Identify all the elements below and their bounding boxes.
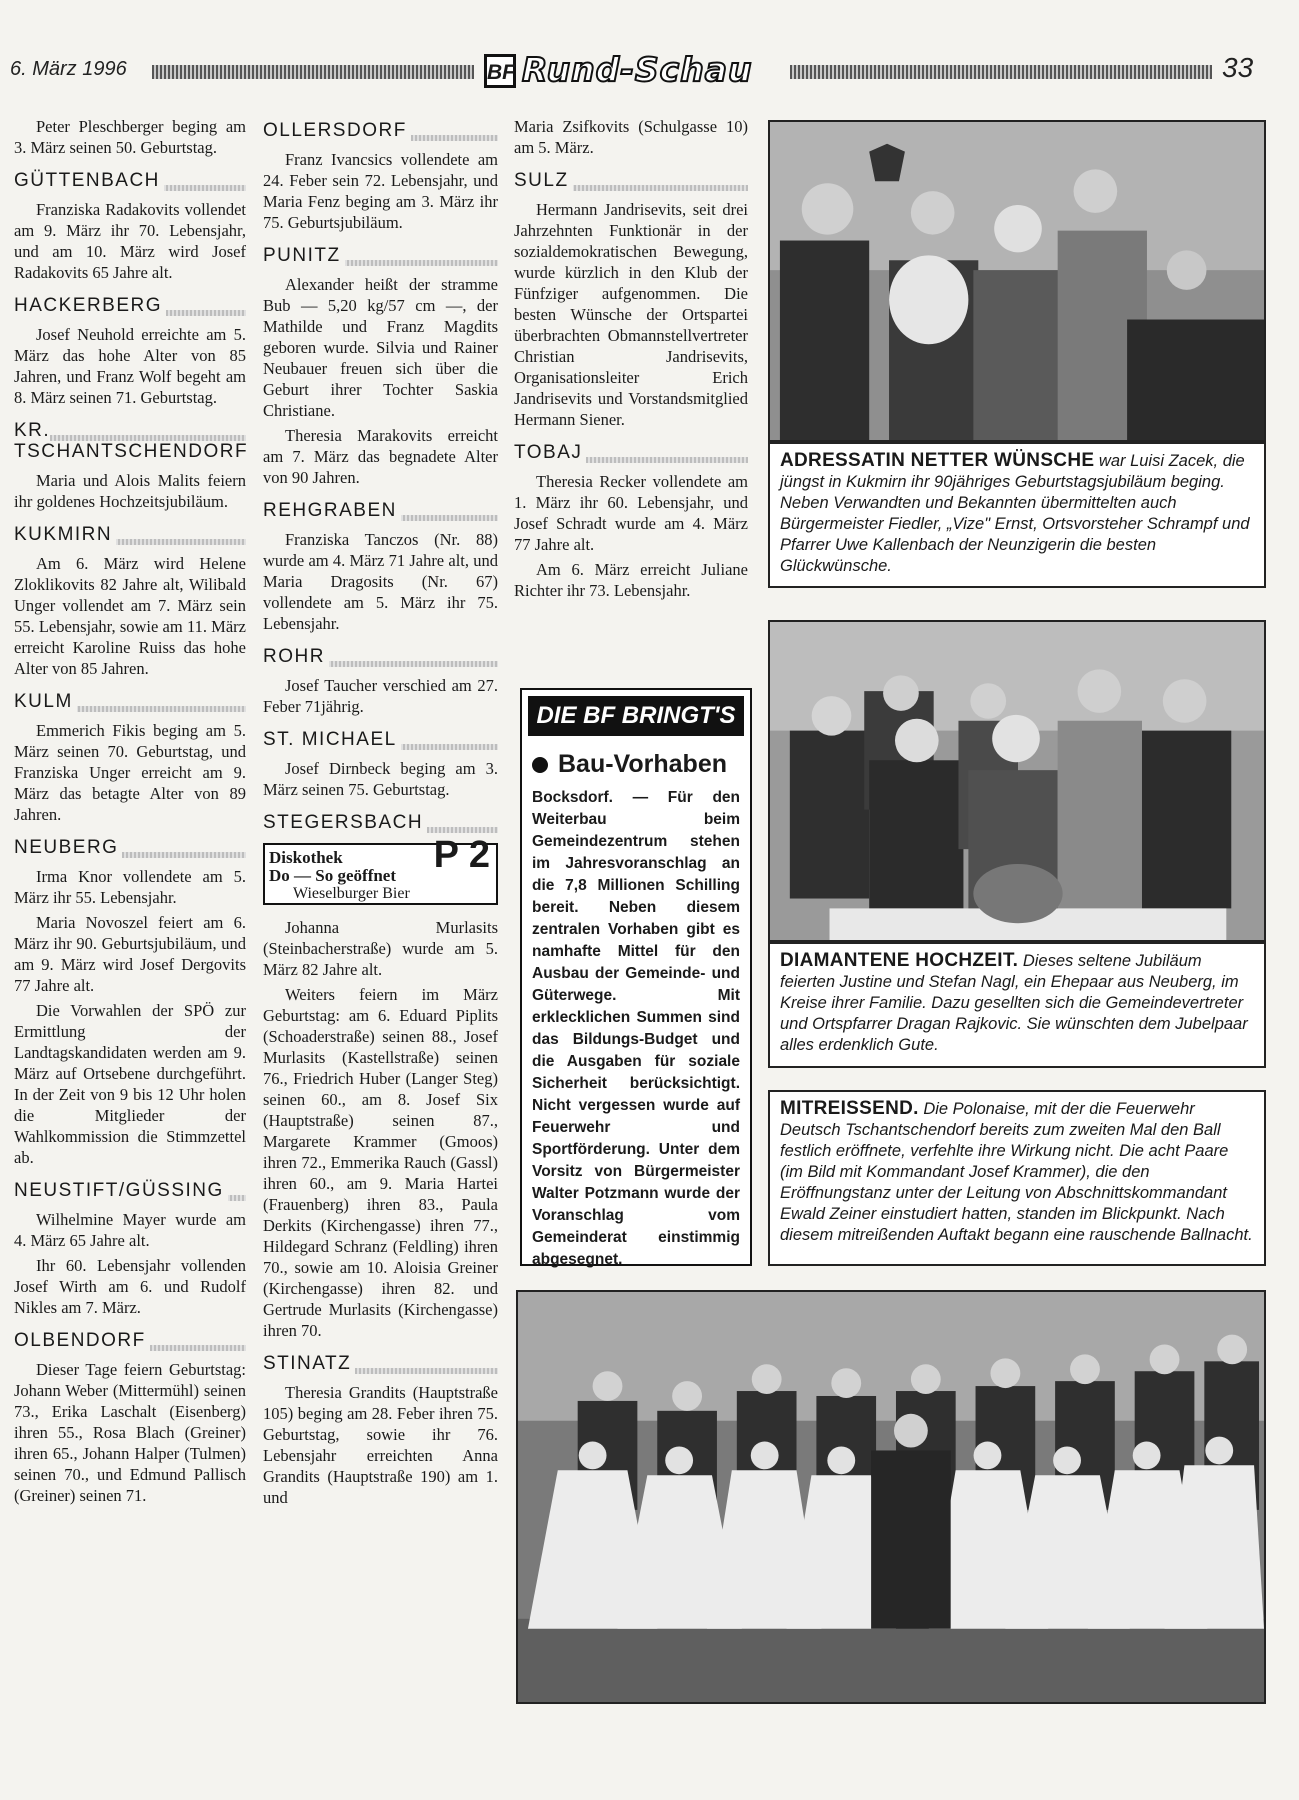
paragraph: Ihr 60. Lebensjahr vollenden Josef Wirth am 6. und Rudolf Nikles am 7. März. [14, 1256, 246, 1317]
paragraph: Maria Novoszel feiert am 6. März ihr 90. Geburtsjubiläum, und am 9. März wird Josef Dergovits 77 Jahre alt. [14, 913, 246, 995]
section-heading: SULZ [514, 170, 748, 191]
paragraph: Franziska Tanczos (Nr. 88) wurde am 4. März 71 Jahre alt, und Maria Dragosits (Nr. 67) vollendete am 5. März ihr 75. Lebensjahr. [263, 530, 498, 633]
column-2 [263, 116, 498, 1512]
bf-logo: BF [484, 54, 516, 88]
paragraph: Maria und Alois Malits feiern ihr goldenes Hochzeitsjubiläum. [14, 471, 246, 511]
section-gattenbach [14, 170, 246, 283]
caption-diamond-wedding [768, 942, 1266, 1068]
header-rule-right [790, 65, 1212, 79]
ad-line-2: Do — So geöffnet [269, 866, 397, 885]
section-kr-tschantschendorf [14, 420, 249, 512]
caption-text: Dieses seltene Jubiläum feierten Justine und Stefan Nagl, ein Ehepaar aus Neuberg, im Kreise ihrer Familie. Dazu gesellten sich die Gemeindevertreter und Ortspfarrer Dragan Rajkovic. Sie wünschten dem Jubelpaar alles erdenklich Gute. [780, 952, 1248, 1054]
section-olbendorf [14, 1330, 246, 1506]
paragraph: Franz Ivancsics vollendete am 24. Feber sein 72. Lebensjahr, und Maria Fenz beging am 3. März ihr 75. Geburtsjubiläum. [263, 150, 498, 232]
column-3 [514, 116, 748, 605]
paragraph: Josef Neuhold erreichte am 5. März das hohe Alter von 85 Jahren, und Franz Wolf begeht am 8. März seinen 71. Geburtstag. [14, 325, 246, 407]
section-stegersbach [263, 812, 498, 1341]
section-heading: KULM [14, 691, 246, 712]
section-heading: REHGRABEN [263, 500, 498, 521]
section-punitz [263, 245, 498, 488]
paragraph: Wilhelmine Mayer wurde am 4. März 65 Jahre alt. [14, 1210, 246, 1250]
section-neustift-guessing [14, 1180, 246, 1318]
ad-badge: P 2 [433, 834, 490, 876]
paragraph: Theresia Grandits (Hauptstraße 105) beging am 28. Feber ihren 75. Geburtstag, sowie ihr 76. Lebensjahr erreichten Anna Grandits (Hauptstraße 190) am 1. und [263, 1383, 498, 1507]
section-heading: KR. TSCHANTSCHENDORF [14, 420, 246, 462]
bullet-icon [532, 757, 548, 773]
bf-bringts-box [520, 688, 752, 1266]
section-heading: NEUBERG [14, 837, 246, 858]
paragraph: Alexander heißt der stramme Bub — 5,20 kg/57 cm —, der Mathilde und Franz Magdits geboren wurde. Silvia und Rainer Neubauer freuen sich über die Geburt ihrer Tochter Saskia Christiane. [263, 275, 498, 420]
ad-line-1: Diskothek [269, 848, 343, 867]
ad-line-3: Wieselburger Bier [293, 885, 410, 902]
paragraph: Theresia Marakovits erreicht am 7. März das begnadete Alter von 90 Jahren. [263, 426, 498, 487]
paragraph: Maria Zsifkovits (Schulgasse 10) am 5. März. [514, 117, 748, 157]
caption-lead: ADRESSATIN NETTER WÜNSCHE [780, 450, 1095, 471]
section-heading: HACKERBERG [14, 295, 246, 316]
section-rehgraben [263, 500, 498, 634]
section-heading: STEGERSBACH [263, 812, 498, 833]
paragraph: Am 6. März wird Helene Zloklikovits 82 Jahre alt, Wilibald Unger vollendet am 7. März sein 55. Lebensjahr, sowie am 11. März erreicht Karoline Ruiss das hohe Alter von 85 Jahren. [14, 554, 246, 678]
paragraph: Emmerich Fikis beging am 5. März seinen 70. Geburtstag, und Franziska Unger erreicht am 9. März das betagte Alter von 89 Jahren. [14, 721, 246, 824]
section-neuberg [14, 837, 246, 1168]
caption-text: Die Polonaise, mit der die Feuerwehr Deutsch Tschantschendorf bereits zum zweiten Mal den Ball festlich eröffnete, verfehlte ihre Wirkung nicht. Die acht Paare (im Bild mit Kommandant Josef Krammer), die den Eröffnungstanz unter der Leitung von Abschnittskommandant Ewald Zeiner einstudiert hatten, standen im Blickpunkt. Nach diesem mitreißenden Auftakt begann eine rauschende Ballnacht. [780, 1100, 1253, 1244]
paragraph: Die Vorwahlen der SPÖ zur Ermittlung der Landtagskandidaten werden am 9. März auf Ortsebene durchgeführt. In der Zeit von 9 bis 12 Uhr holen die Mitglieder der Wahlkommission die Stimmzettel ab. [14, 1001, 246, 1167]
section-heading: ST. MICHAEL [263, 729, 498, 750]
paragraph: Hermann Jandrisevits, seit drei Jahrzehnten Funktionär in der sozialdemokratischen Bewegung, wurde kürzlich in den Klub der Fünfziger aufgenommen. Die besten Wünsche der Ortspartei überbrachten Obmannstellvertreter Christian Jandrisevits, Organisationsleiter Erich Jandrisevits und Vorstandsmitglied Hermann Siener. [514, 200, 748, 429]
caption-polonaise [768, 1090, 1266, 1266]
paragraph: Franziska Radakovits vollendet am 9. März ihr 70. Lebensjahr, und am 10. März wird Josef Radakovits 65 Jahre alt. [14, 200, 246, 282]
paragraph: Theresia Recker vollendete am 1. März ihr 60. Lebensjahr, und Josef Schradt wurde am 4. März 77 Jahre alt. [514, 472, 748, 554]
section-hackerberg [14, 295, 246, 408]
section-heading: TOBAJ [514, 442, 748, 463]
section-stinatz [263, 1353, 498, 1508]
masthead-title: Rund-Schau [522, 50, 753, 89]
section-heading: STINATZ [263, 1353, 498, 1374]
column-1 [14, 116, 249, 1510]
section-heading: OLBENDORF [14, 1330, 246, 1351]
section-ollersdorf [263, 120, 498, 233]
paragraph: Peter Pleschberger beging am 3. März seinen 50. Geburtstag. [14, 117, 246, 157]
discotheque-ad [263, 834, 498, 905]
caption-lead: DIAMANTENE HOCHZEIT. [780, 950, 1019, 971]
section-heading: ROHR [263, 646, 498, 667]
section-kulm [14, 691, 246, 825]
box-headline: Bau-Vorhaben [532, 750, 750, 779]
photo-birthday-group [768, 120, 1266, 442]
section-heading: GÜTTENBACH [14, 170, 246, 191]
paragraph: Josef Dirnbeck beging am 3. März seinen 75. Geburtstag. [263, 759, 498, 799]
paragraph: Am 6. März erreicht Juliane Richter ihr 73. Lebensjahr. [514, 560, 748, 600]
box-title: DIE BF BRINGT'S [528, 696, 744, 736]
page-number: 33 [1222, 52, 1254, 83]
section-heading: PUNITZ [263, 245, 498, 266]
issue-date: 6. März 1996 [10, 58, 127, 80]
header-rule-left [152, 65, 474, 79]
paragraph: Dieser Tage feiern Geburtstag: Johann Weber (Mittermühl) seinen 73., Erika Laschalt (Eisenberg) ihren 55., Rosa Blach (Greiner) ihren 65., Johann Halper (Tulmen) seinen 70., und Edmund Pallisch (Greiner) seinen 71. [14, 1360, 246, 1505]
section-heading: OLLERSDORF [263, 120, 498, 141]
caption-text: war Luisi Zacek, die jüngst in Kukmirn ihr 90jähriges Geburtstagsjubiläum beging. Neben Verwandten und Bekannten übermittelten auch Bürgermeister Fiedler, „Vize" Ernst, Ortsvorsteher Schrampf und Pfarrer Uwe Kallenbach der Neunzigerin die besten Glückwünsche. [780, 452, 1250, 575]
section-heading: KUKMIRN [14, 524, 246, 545]
section-sulz [514, 170, 748, 430]
section-kukmirn [14, 524, 246, 679]
paragraph: Weiters feiern im März Geburtstag: am 6. Eduard Piplits (Schoaderstraße) seinen 88., Josef Murlasits (Kastellstraße) seinen 76., Friedrich Huber (Langer Steg) seinen 60., am 8. Josef Six (Hauptstraße) seinen 87., Margarete Krammer (Gmoos) ihren 72., Emmerika Rauch (Gassl) ihren 60., am 9. Maria Hartei (Frauenberg) ihren 83., Paula Derkits (Kirchengasse) ihren 77., Hildegard Schranz (Feldling) ihren 70., sowie am 10. Aloisia Greiner (Kirchengasse) ihren 82. und Gertrude Murlasits (Kirchengasse) ihren 70. [263, 985, 498, 1340]
paragraph: Irma Knor vollendete am 5. März ihr 55. Lebensjahr. [14, 867, 246, 907]
box-text: Bocksdorf. — Für den Weiterbau beim Gemeindezentrum stehen im Jahresvoranschlag an die 7,8 Millionen Schilling bereit. Neben diesem zentralen Vorhaben gibt es namhafte Mittel für den Ausbau der Gemeinde- und Güterwege. Mit erklecklichen Summen sind das Bildungs-Budget und die Ausgaben für soziale Sicherheit berücksichtigt. Nicht vergessen wurde auf Feuerwehr und Sportförderung. Unter dem Vorsitz von Bürgermeister Walter Potzmann wurde der Voranschlag vom Gemeinderat einstimmig abgesegnet. [532, 789, 740, 1268]
photo-fire-brigade-ball [516, 1290, 1266, 1704]
paragraph: Josef Taucher verschied am 27. Feber 71jährig. [263, 676, 498, 716]
section-rohr [263, 646, 498, 717]
section-tobaj [514, 442, 748, 601]
caption-birthday [768, 442, 1266, 588]
paragraph: Johanna Murlasits (Steinbacherstraße) wurde am 5. März 82 Jahre alt. [263, 918, 498, 979]
section-heading: NEUSTIFT/GÜSSING [14, 1180, 246, 1201]
photo-diamond-wedding [768, 620, 1266, 942]
section-st-michael [263, 729, 498, 800]
caption-lead: MITREISSEND. [780, 1098, 919, 1119]
